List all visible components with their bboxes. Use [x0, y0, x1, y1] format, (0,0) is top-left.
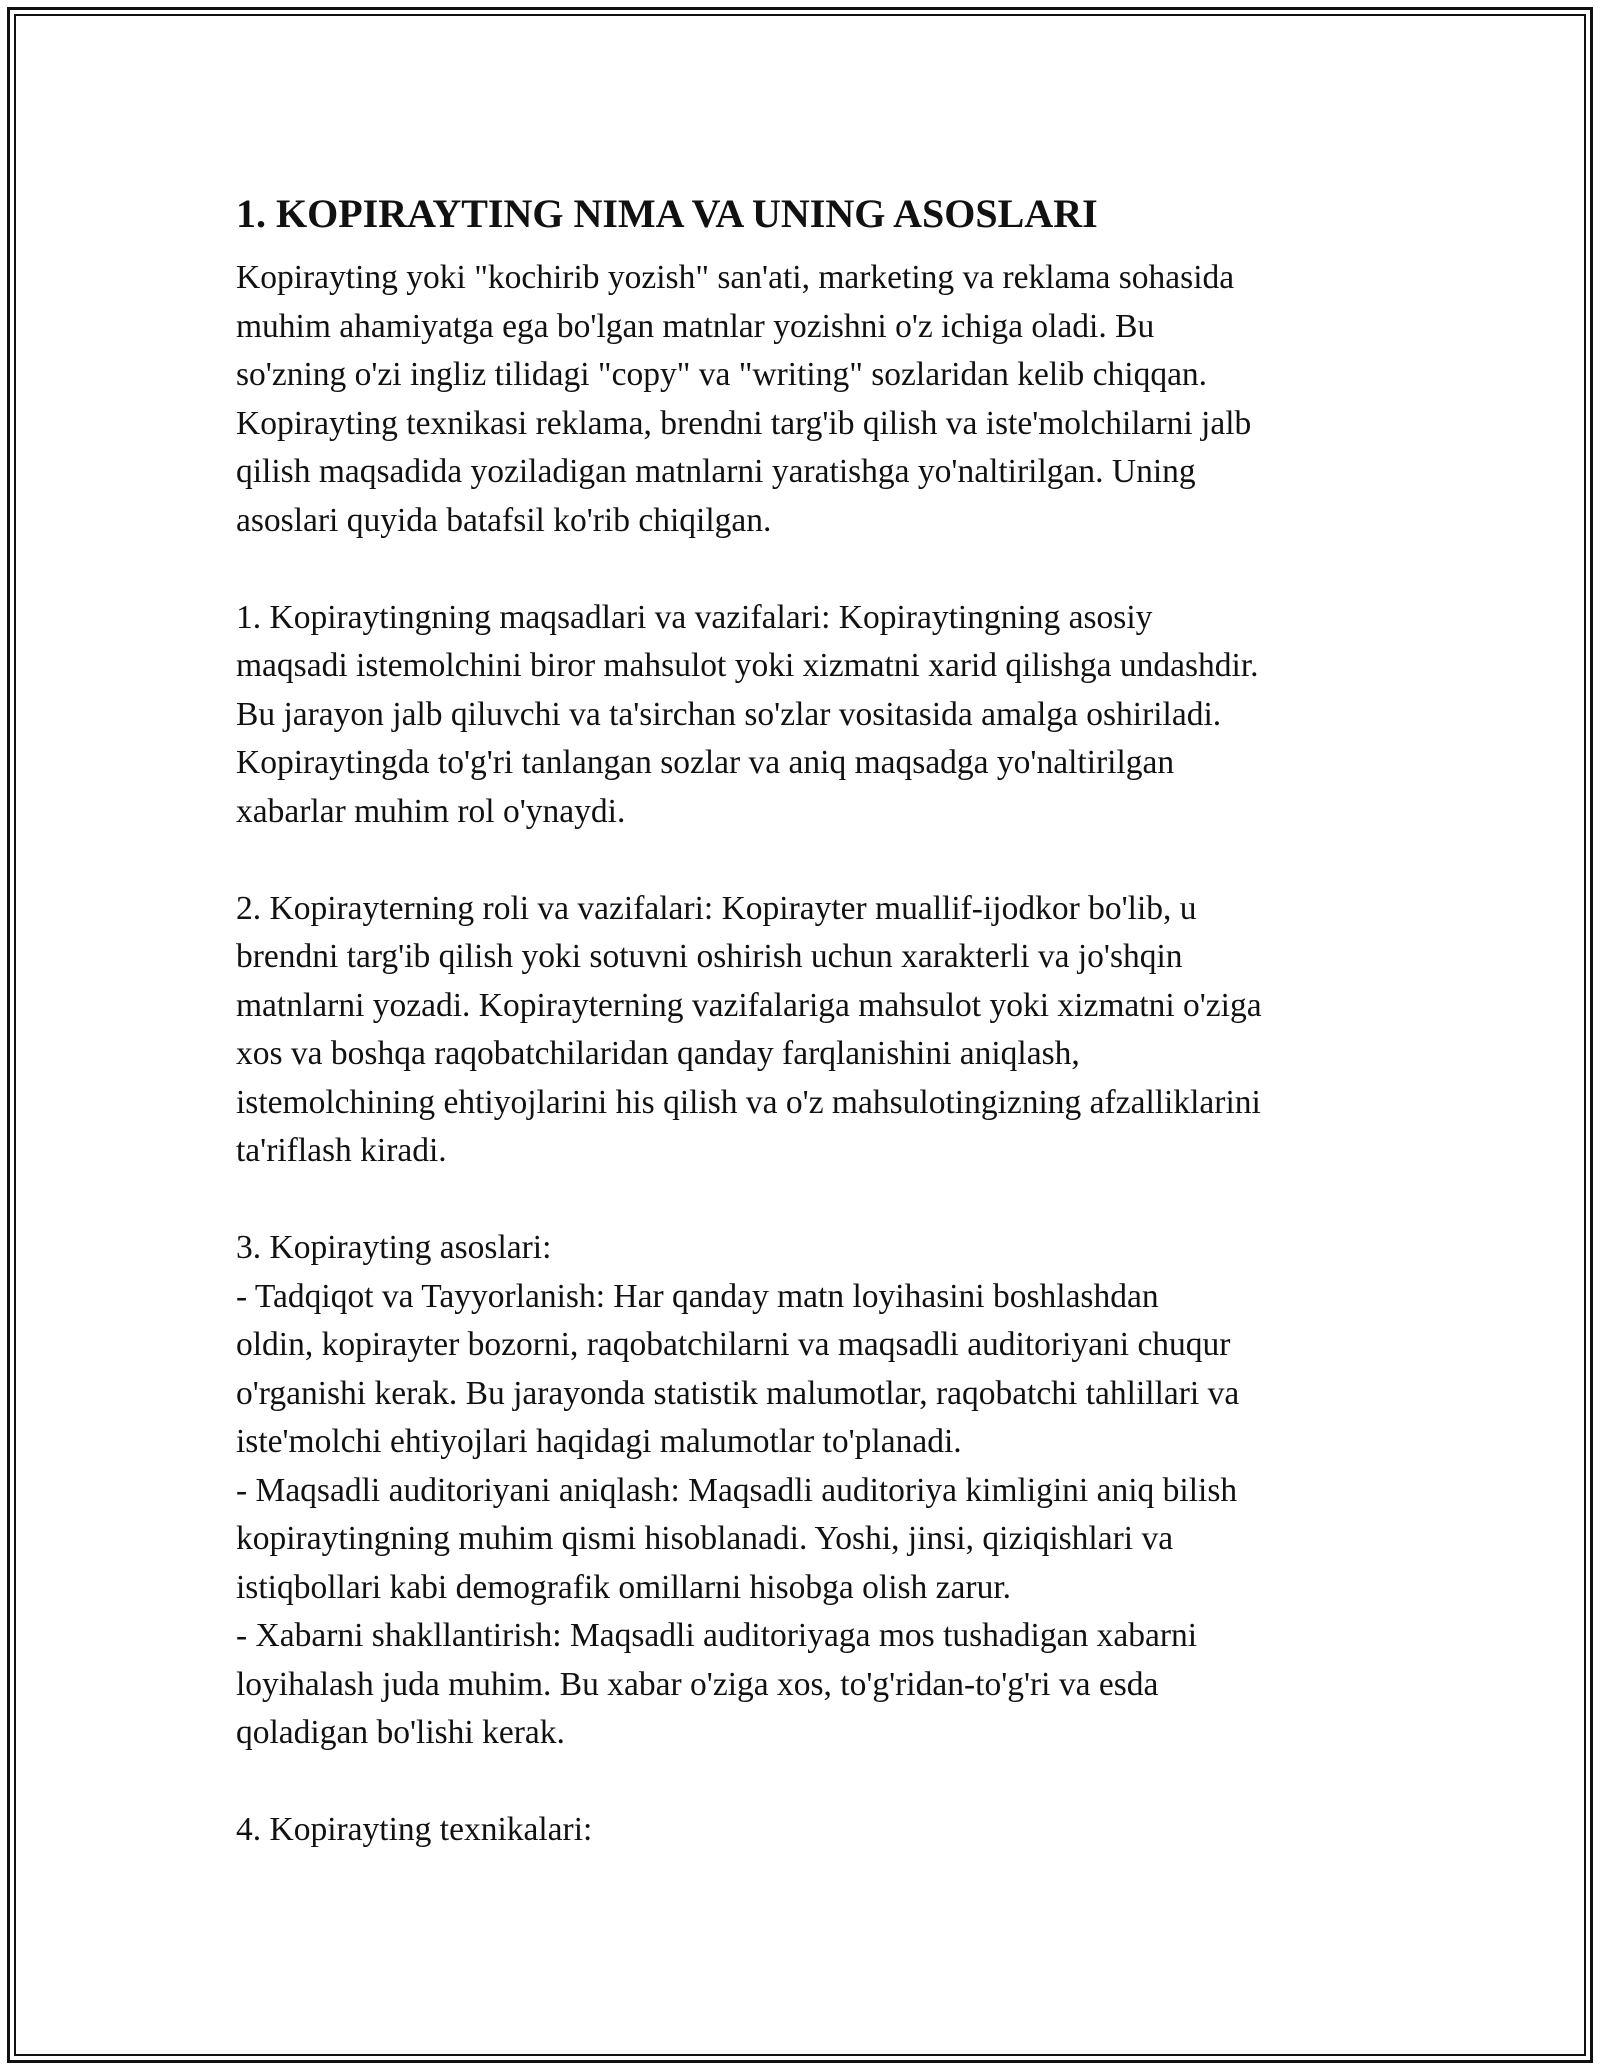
- paragraph-gap: [236, 836, 1366, 885]
- techniques-paragraph: 4. Kopirayting texnikalari:: [236, 1811, 593, 1848]
- section-heading: 1. KOPIRAYTING NIMA VA UNING ASOSLARI: [236, 191, 1098, 236]
- intro-paragraph: Kopirayting yoki "kochirib yozish" san'ati, marketing va reklama sohasida muhim ahamiyatga ega bo'lgan matnlar yozishni o'z ichiga oladi. Bu so'zning o'zi ingliz tilidagi "copy" va "writing" sozlaridan kelib chiqqan. Kopirayting texnikasi reklama, brendni targ'ib qilish va iste'molchilarni jalb qilish maqsadida yoziladigan matnlarni yaratishga yo'naltirilgan. Uning asoslari quyida batafsil ko'rib chiqilgan.: [236, 259, 1252, 539]
- paragraph-gap: [236, 1176, 1366, 1225]
- document-body: [236, 186, 1366, 1855]
- paragraph-gap: [236, 545, 1366, 594]
- copywriter-role-paragraph: 2. Kopirayterning roli va vazifalari: Kopirayter muallif-ijodkor bo'lib, u brendni targ'ib qilish yoki sotuvni oshirish uchun xarakterli va jo'shqin matnlarni yozadi. Kopirayterning vazifalariga mahsulot yoki xizmatni o'ziga xos va boshqa raqobatchilaridan qanday farqlanishini aniqlash, istemolchining ehtiyojlarini his qilish va o'z mahsulotingizning afzalliklarini ta'riflash kiradi.: [236, 889, 1262, 1169]
- goals-paragraph: 1. Kopiraytingning maqsadlari va vazifalari: Kopiraytingning asosiy maqsadi istemolchini biror mahsulot yoki xizmatni xarid qilishga undashdir. Bu jarayon jalb qiluvchi va ta'sirchan so'zlar vositasida amalga oshiriladi. Kopiraytingda to'g'ri tanlangan sozlar va aniq maqsadga yo'naltirilgan xabarlar muhim rol o'ynaydi.: [236, 598, 1259, 830]
- paragraph-gap: [236, 1758, 1366, 1807]
- basics-paragraph: 3. Kopirayting asoslari: - Tadqiqot va Tayyorlanish: Har qanday matn loyihasini boshlashdan oldin, kopirayter bozorni, raqobatchilarni va maqsadli auditoriyani chuqur o'rganishi kerak. Bu jarayonda statistik malumotlar, raqobatchi tahlillari va iste'molchi ehtiyojlari haqidagi malumotlar to'planadi. - Maqsadli auditoriyani aniqlash: Maqsadli auditoriya kimligini aniq bilish kopiraytingning muhim qismi hisoblanadi. Yoshi, jinsi, qiziqishlari va istiqbollari kabi demografik omillarni hisobga olish zarur. - Xabarni shakllantirish: Maqsadli auditoriyaga mos tushadigan xabarni loyihalash juda muhim. Bu xabar o'ziga xos, to'g'ridan-to'g'ri va esda qoladigan bo'lishi kerak.: [236, 1229, 1240, 1751]
